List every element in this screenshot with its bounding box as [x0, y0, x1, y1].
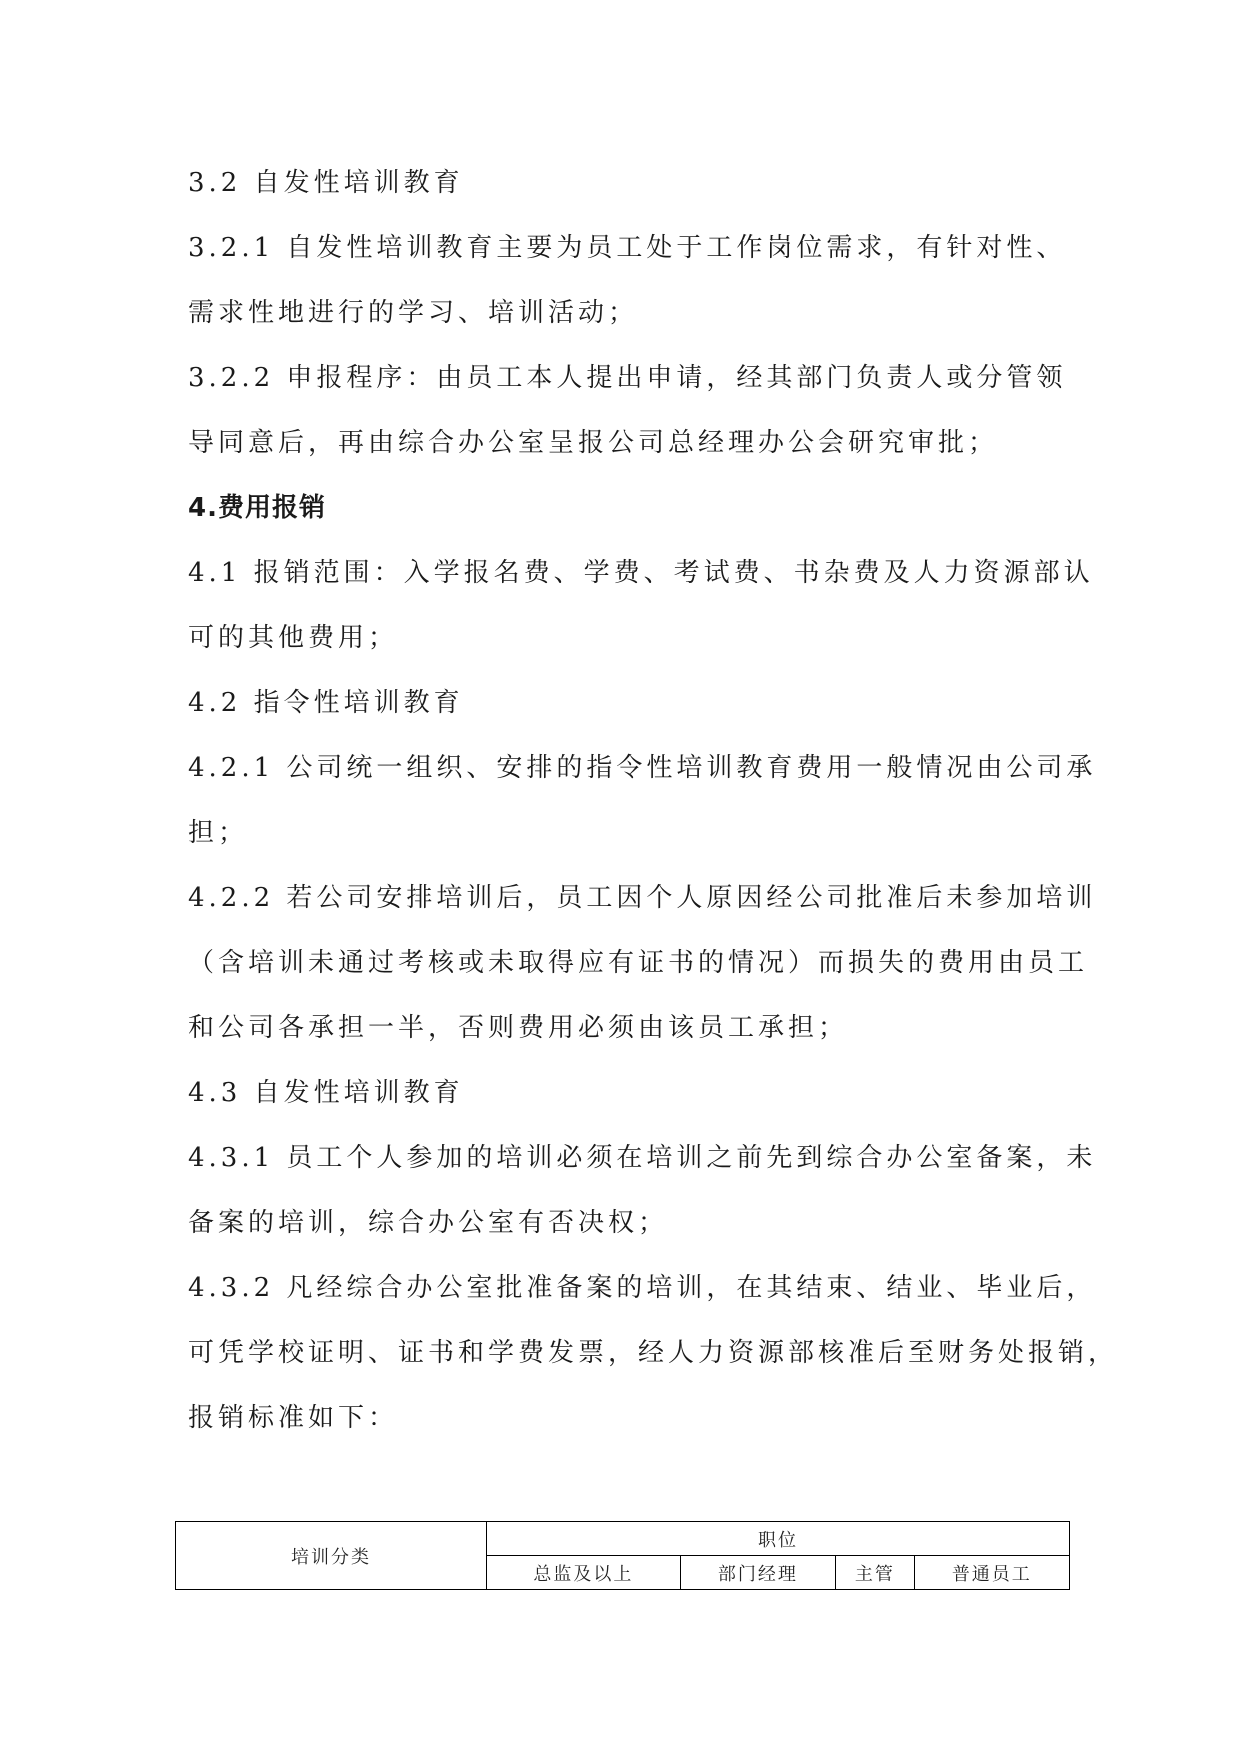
- paragraph-line: 和公司各承担一半，否则费用必须由该员工承担；: [188, 1013, 849, 1043]
- paragraph-line: 备案的培训，综合办公室有否决权；: [188, 1208, 669, 1238]
- paragraph-line: 可的其他费用；: [188, 623, 399, 653]
- table-header-row: [176, 1522, 1070, 1556]
- position-cell: 部门经理: [680, 1556, 835, 1590]
- section-heading: 4.2 指令性培训教育: [188, 688, 464, 718]
- paragraph-line: 可凭学校证明、证书和学费发票，经人力资源部核准后至财务处报销，: [188, 1338, 1119, 1368]
- paragraph-line: 报销标准如下：: [188, 1403, 399, 1433]
- paragraph-line: 担；: [188, 818, 249, 848]
- chapter-heading: 4.费用报销: [188, 493, 326, 523]
- category-header-cell: 培训分类: [176, 1522, 487, 1590]
- paragraph-line: 4.3.2 凡经综合办公室批准备案的培训，在其结束、结业、毕业后，: [188, 1273, 1097, 1303]
- paragraph-line: 3.2.1 自发性培训教育主要为员工处于工作岗位需求，有针对性、: [188, 233, 1067, 263]
- paragraph-line: 4.3.1 员工个人参加的培训必须在培训之前先到综合办公室备案，未: [188, 1143, 1097, 1173]
- paragraph-line: 4.1 报销范围：入学报名费、学费、考试费、书杂费及人力资源部认: [188, 558, 1094, 588]
- reimbursement-table: [175, 1521, 1070, 1590]
- position-cell: 主管: [836, 1556, 915, 1590]
- paragraph-line: 导同意后，再由综合办公室呈报公司总经理办公会研究审批；: [188, 428, 999, 458]
- paragraph-line: （含培训未通过考核或未取得应有证书的情况）而损失的费用由员工: [188, 948, 1089, 978]
- position-header-cell: 职位: [487, 1522, 1070, 1556]
- paragraph-line: 3.2.2 申报程序：由员工本人提出申请，经其部门负责人或分管领: [188, 363, 1067, 393]
- position-cell: 普通员工: [914, 1556, 1069, 1590]
- paragraph-line: 4.2.1 公司统一组织、安排的指令性培训教育费用一般情况由公司承: [188, 753, 1097, 783]
- position-cell: 总监及以上: [487, 1556, 681, 1590]
- section-heading: 3.2 自发性培训教育: [188, 168, 464, 198]
- section-heading: 4.3 自发性培训教育: [188, 1078, 464, 1108]
- paragraph-line: 需求性地进行的学习、培训活动；: [188, 298, 639, 328]
- paragraph-line: 4.2.2 若公司安排培训后，员工因个人原因经公司批准后未参加培训: [188, 883, 1097, 913]
